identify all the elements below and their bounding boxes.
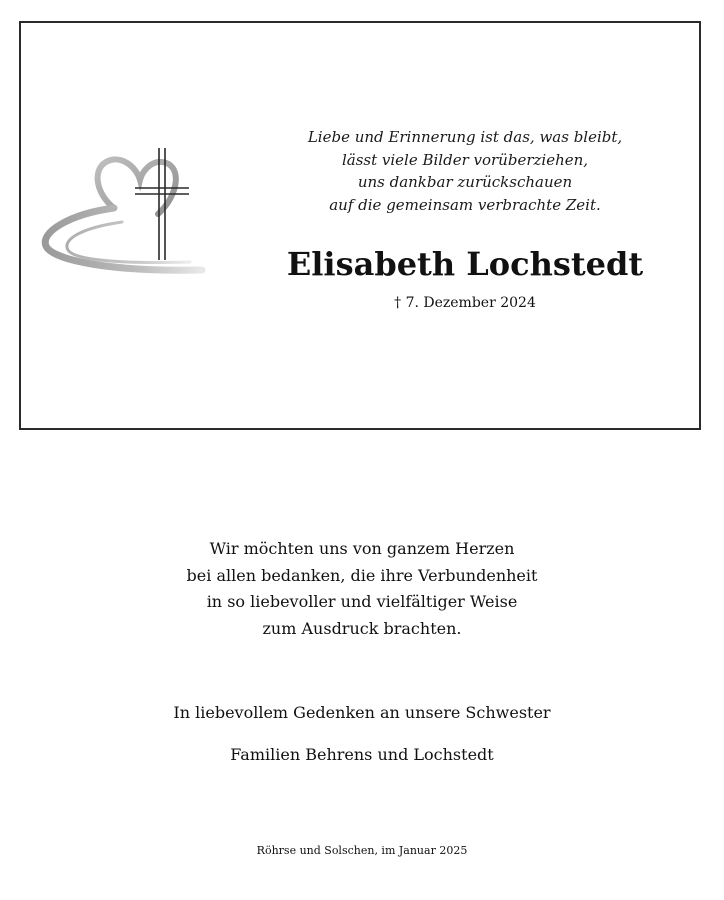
poem-line: uns dankbar zurückschauen [357, 173, 573, 191]
poem [250, 126, 680, 216]
thanks-text [60, 536, 664, 642]
place-date: Röhrse und Solschen, im Januar 2025 [256, 844, 468, 857]
thanks-line: in so liebevoller und vielfältiger Weise [206, 592, 518, 611]
thanks-line: Wir möchten uns von ganzem Herzen [209, 539, 515, 558]
deceased-name: Elisabeth Lochstedt [286, 245, 644, 283]
families-signature: Familien Behrens und Lochstedt [230, 745, 494, 764]
thanks-line: zum Ausdruck brachten. [262, 618, 462, 638]
poem-line: Liebe und Erinnerung ist das, was bleibt, [307, 128, 623, 146]
poem-line: auf die gemeinsam verbrachte Zeit. [329, 195, 601, 214]
death-date: † 7. Dezember 2024 [394, 295, 536, 311]
memorial-line: In liebevollem Gedenken an unsere Schwester [173, 703, 551, 722]
thanks-line: bei allen bedanken, die ihre Verbundenheit [186, 565, 538, 585]
heart-cross-icon [40, 142, 210, 287]
poem-line: lässt viele Bilder vorüberziehen, [341, 150, 589, 169]
